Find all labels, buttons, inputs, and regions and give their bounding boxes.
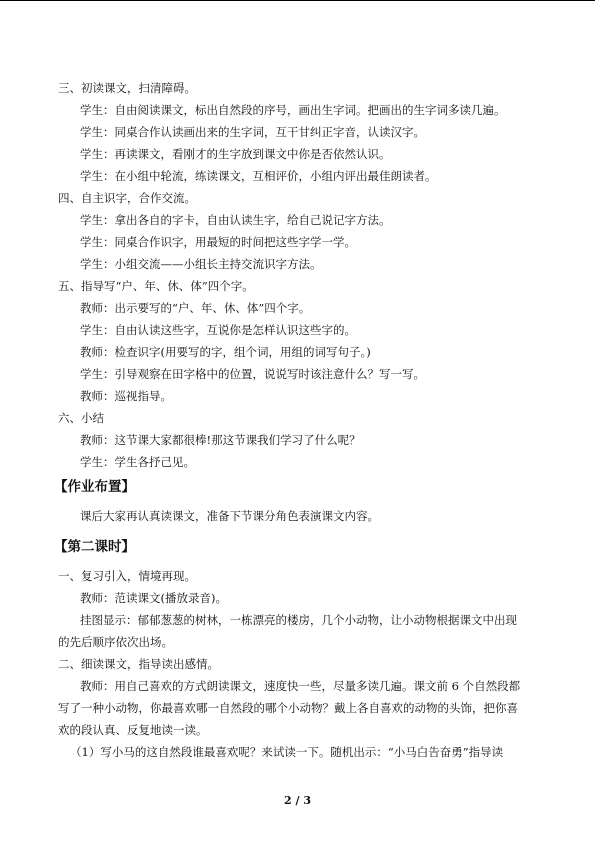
paragraph-line: 学生：同桌合作识字，用最短的时间把这些字学一学。: [80, 235, 356, 249]
paragraph-line: 学生：同桌合作认读画出来的生字词，互干甘纠正字音，认读汉字。: [80, 125, 425, 139]
paragraph-line: 欢的段认真、反复地读一读。: [58, 723, 208, 737]
paragraph-line: 学生：再读课文，看刚才的生字放到课文中你是否依然认识。: [80, 147, 391, 161]
section-heading-4: 四、自主识字，合作交流。: [58, 191, 196, 205]
paragraph-line: 写了一种小动物，你最喜欢哪一自然段的哪个小动物？戴上各自喜欢的动物的头饰，把你喜: [58, 701, 518, 715]
paragraph-line: 学生：自由阅读课文，标出自然段的序号，画出生字词。把画出的生字词多读几遍。: [80, 103, 506, 117]
homework-heading: 【作业布置】: [54, 479, 135, 495]
paragraph-line: 教师：出示要写的“户、年、休、体”四个字。: [80, 301, 311, 315]
section-heading-5: 五、指导写“户、年、休、体”四个字。: [58, 279, 254, 293]
paragraph-line: 教师：用自己喜欢的方式朗读课文，速度快一些，尽量多读几遍。课文前 6 个自然段都: [80, 679, 521, 693]
paragraph-line: 学生：自由认读这些字，互说你是怎样认识这些字的。: [80, 323, 356, 337]
second-lesson-heading: 【第二课时】: [54, 539, 135, 555]
paragraph-line: 挂图显示：郁郁葱葱的树林，一栋漂亮的楼房，几个小动物，让小动物根据课文中出现: [80, 613, 517, 627]
paragraph-line: 教师：检查识字(用要写的字，组个词，用组的词写句子。): [80, 345, 371, 359]
section-heading-2: 二、细读课文，指导读出感情。: [58, 657, 219, 671]
paragraph-line: 学生：小组交流——小组长主持交流识字方法。: [80, 257, 322, 271]
paragraph-line: 学生：在小组中轮流，练读课文，互相评价，小组内评出最佳朗读者。: [80, 169, 437, 183]
paragraph-line: 教师：巡视指导。: [80, 389, 172, 403]
page-number: 2 / 3: [284, 794, 311, 807]
paragraph-line: 教师：这节课大家都很棒!那这节课我们学习了什么呢？: [80, 433, 361, 447]
paragraph-line: （1）写小马的这自然段谁最喜欢呢？来试读一下。随机出示：“小马白告奋勇”指导读: [70, 745, 504, 759]
header-rule: [0, 0, 595, 1]
paragraph-line: 学生：拿出各自的字卡，自由认读生字，给自己说记字方法。: [80, 213, 391, 227]
paragraph-line: 教师：范读课文(播放录音)。: [80, 591, 227, 605]
section-heading-3: 三、初读课文，扫清障碍。: [58, 81, 196, 95]
homework-text: 课后大家再认真读课文，准备下节课分角色表演课文内容。: [80, 509, 379, 523]
paragraph-line: 学生：学生各抒己见。: [80, 455, 195, 469]
section-heading-1: 一、复习引入，情境再现。: [58, 569, 196, 583]
document-body: [54, 80, 521, 766]
section-heading-6: 六、小结: [58, 411, 104, 425]
paragraph-line: 学生：引导观察在田字格中的位置，说说写时该注意什么？写一写。: [80, 367, 425, 381]
paragraph-line: 的先后顺序依次出场。: [58, 635, 173, 649]
